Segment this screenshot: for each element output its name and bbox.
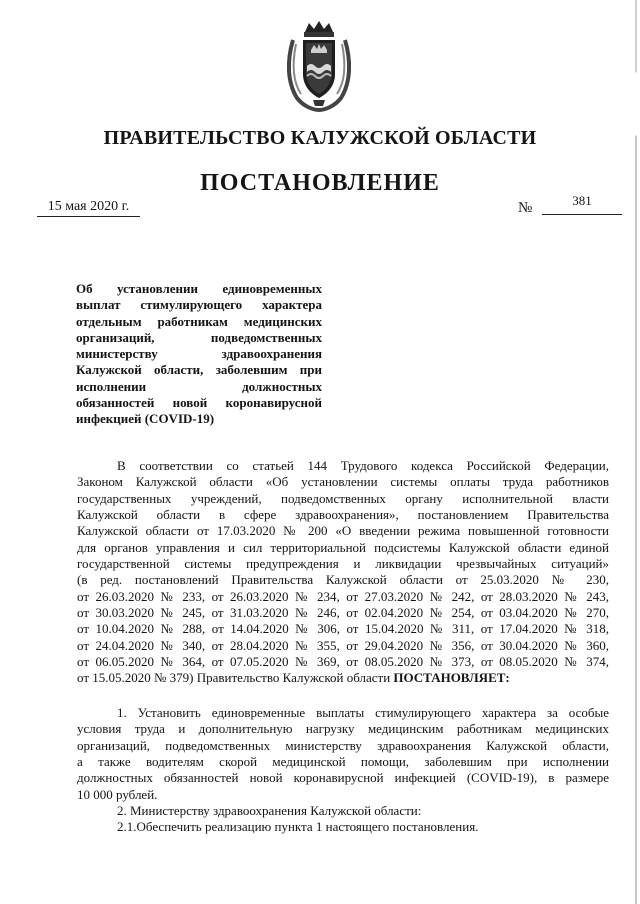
item-1-line: условия труда и дополнительную нагрузку медицинским работникам медицинских <box>77 721 609 737</box>
preamble-line: от 26.03.2020 № 233, от 26.03.2020 № 234, от 27.03.2020 № 242, от 28.03.2020 № 243, <box>77 588 609 604</box>
subject-line: обязанностей новой коронавирусной <box>76 395 322 411</box>
preamble-last-line <box>77 670 609 686</box>
preamble-line: Калужской области от 17.03.2020 № 200 «О введении режима повышенной готовности <box>77 523 609 539</box>
subject-line: Об установлении единовременных <box>76 281 322 296</box>
subject-line: Калужской области, заболевшим при <box>76 362 322 378</box>
preamble-paragraph <box>77 458 609 687</box>
subject-line: отдельным работникам медицинских <box>76 313 322 329</box>
item-1-line: должностных обязанностей новой коронавирусной инфекцией (COVID-19), в размере <box>77 770 609 786</box>
item-1-line: 1. Установить единовременные выплаты стимулирующего характера за особые <box>117 704 609 720</box>
item-2-paragraph: 2. Министерству здравоохранения Калужской области: <box>117 802 422 818</box>
document-date: 15 мая 2020 г. <box>37 199 140 217</box>
subject-line: министерству здравоохранения <box>76 346 322 362</box>
item-2-1-paragraph: 2.1.Обеспечить реализацию пункта 1 настоящего постановления. <box>117 819 479 835</box>
preamble-line: для органов управления и сил территориальной подсистемы Калужской области единой <box>77 539 609 555</box>
subject-line: выплат стимулирующего характера <box>76 297 322 313</box>
item-1-line: 10 000 рублей. <box>77 786 158 802</box>
preamble-line: от 24.04.2020 № 340, от 28.04.2020 № 355, от 29.04.2020 № 356, от 30.04.2020 № 360, <box>77 637 609 653</box>
subject-line: исполнении должностных <box>76 378 322 394</box>
item-1-line: организаций, подведомственных министерству здравоохранения Калужской области, <box>77 737 609 753</box>
item-1-paragraph <box>77 705 609 803</box>
subject-line: инфекцией (COVID-19) <box>76 411 215 427</box>
document-type-title: ПОСТАНОВЛЕНИЕ <box>200 170 440 196</box>
decree-keyword: ПОСТАНОВЛЯЕТ: <box>393 670 510 686</box>
preamble-last-text: от 15.05.2020 № 379) Правительство Калужской области <box>77 670 394 686</box>
document-number: 381 <box>542 193 622 215</box>
number-sign: № <box>518 200 533 216</box>
document-subject-title <box>76 281 322 428</box>
paragraph-gap <box>77 687 609 705</box>
preamble-line: (в ред. постановлений Правительства Калужской области от 25.03.2020 № 230, <box>77 572 609 588</box>
preamble-line: государственной системы предупреждения и ликвидации чрезвычайных ситуаций» <box>77 556 609 572</box>
preamble-line: Законом Калужской области «Об установлении системы оплаты труда работников <box>77 474 609 490</box>
subject-line: организаций, подведомственных <box>76 329 322 345</box>
preamble-line: государственных учреждений, подведомственных органу исполнительной власти <box>77 490 609 506</box>
preamble-line: от 30.03.2020 № 245, от 31.03.2020 № 246, от 02.04.2020 № 254, от 03.04.2020 № 270, <box>77 605 609 621</box>
preamble-line: от 10.04.2020 № 288, от 14.04.2020 № 306, от 15.04.2020 № 311, от 17.04.2020 № 318, <box>77 621 609 637</box>
preamble-line: от 06.05.2020 № 364, от 07.05.2020 № 369, от 08.05.2020 № 373, от 08.05.2020 № 374, <box>77 654 609 670</box>
document-body <box>77 458 609 836</box>
kaluga-coat-of-arms-emblem <box>283 20 355 112</box>
preamble-line: В соответствии со статьей 144 Трудового кодекса Российской Федерации, <box>117 458 609 473</box>
item-1-line: а также водителям скорой медицинской помощи, заболевшим при исполнении <box>77 753 609 769</box>
preamble-line: Калужской области в сфере здравоохранения», постановлением Правительства <box>77 507 609 523</box>
organization-title: ПРАВИТЕЛЬСТВО КАЛУЖСКОЙ ОБЛАСТИ <box>103 127 537 149</box>
